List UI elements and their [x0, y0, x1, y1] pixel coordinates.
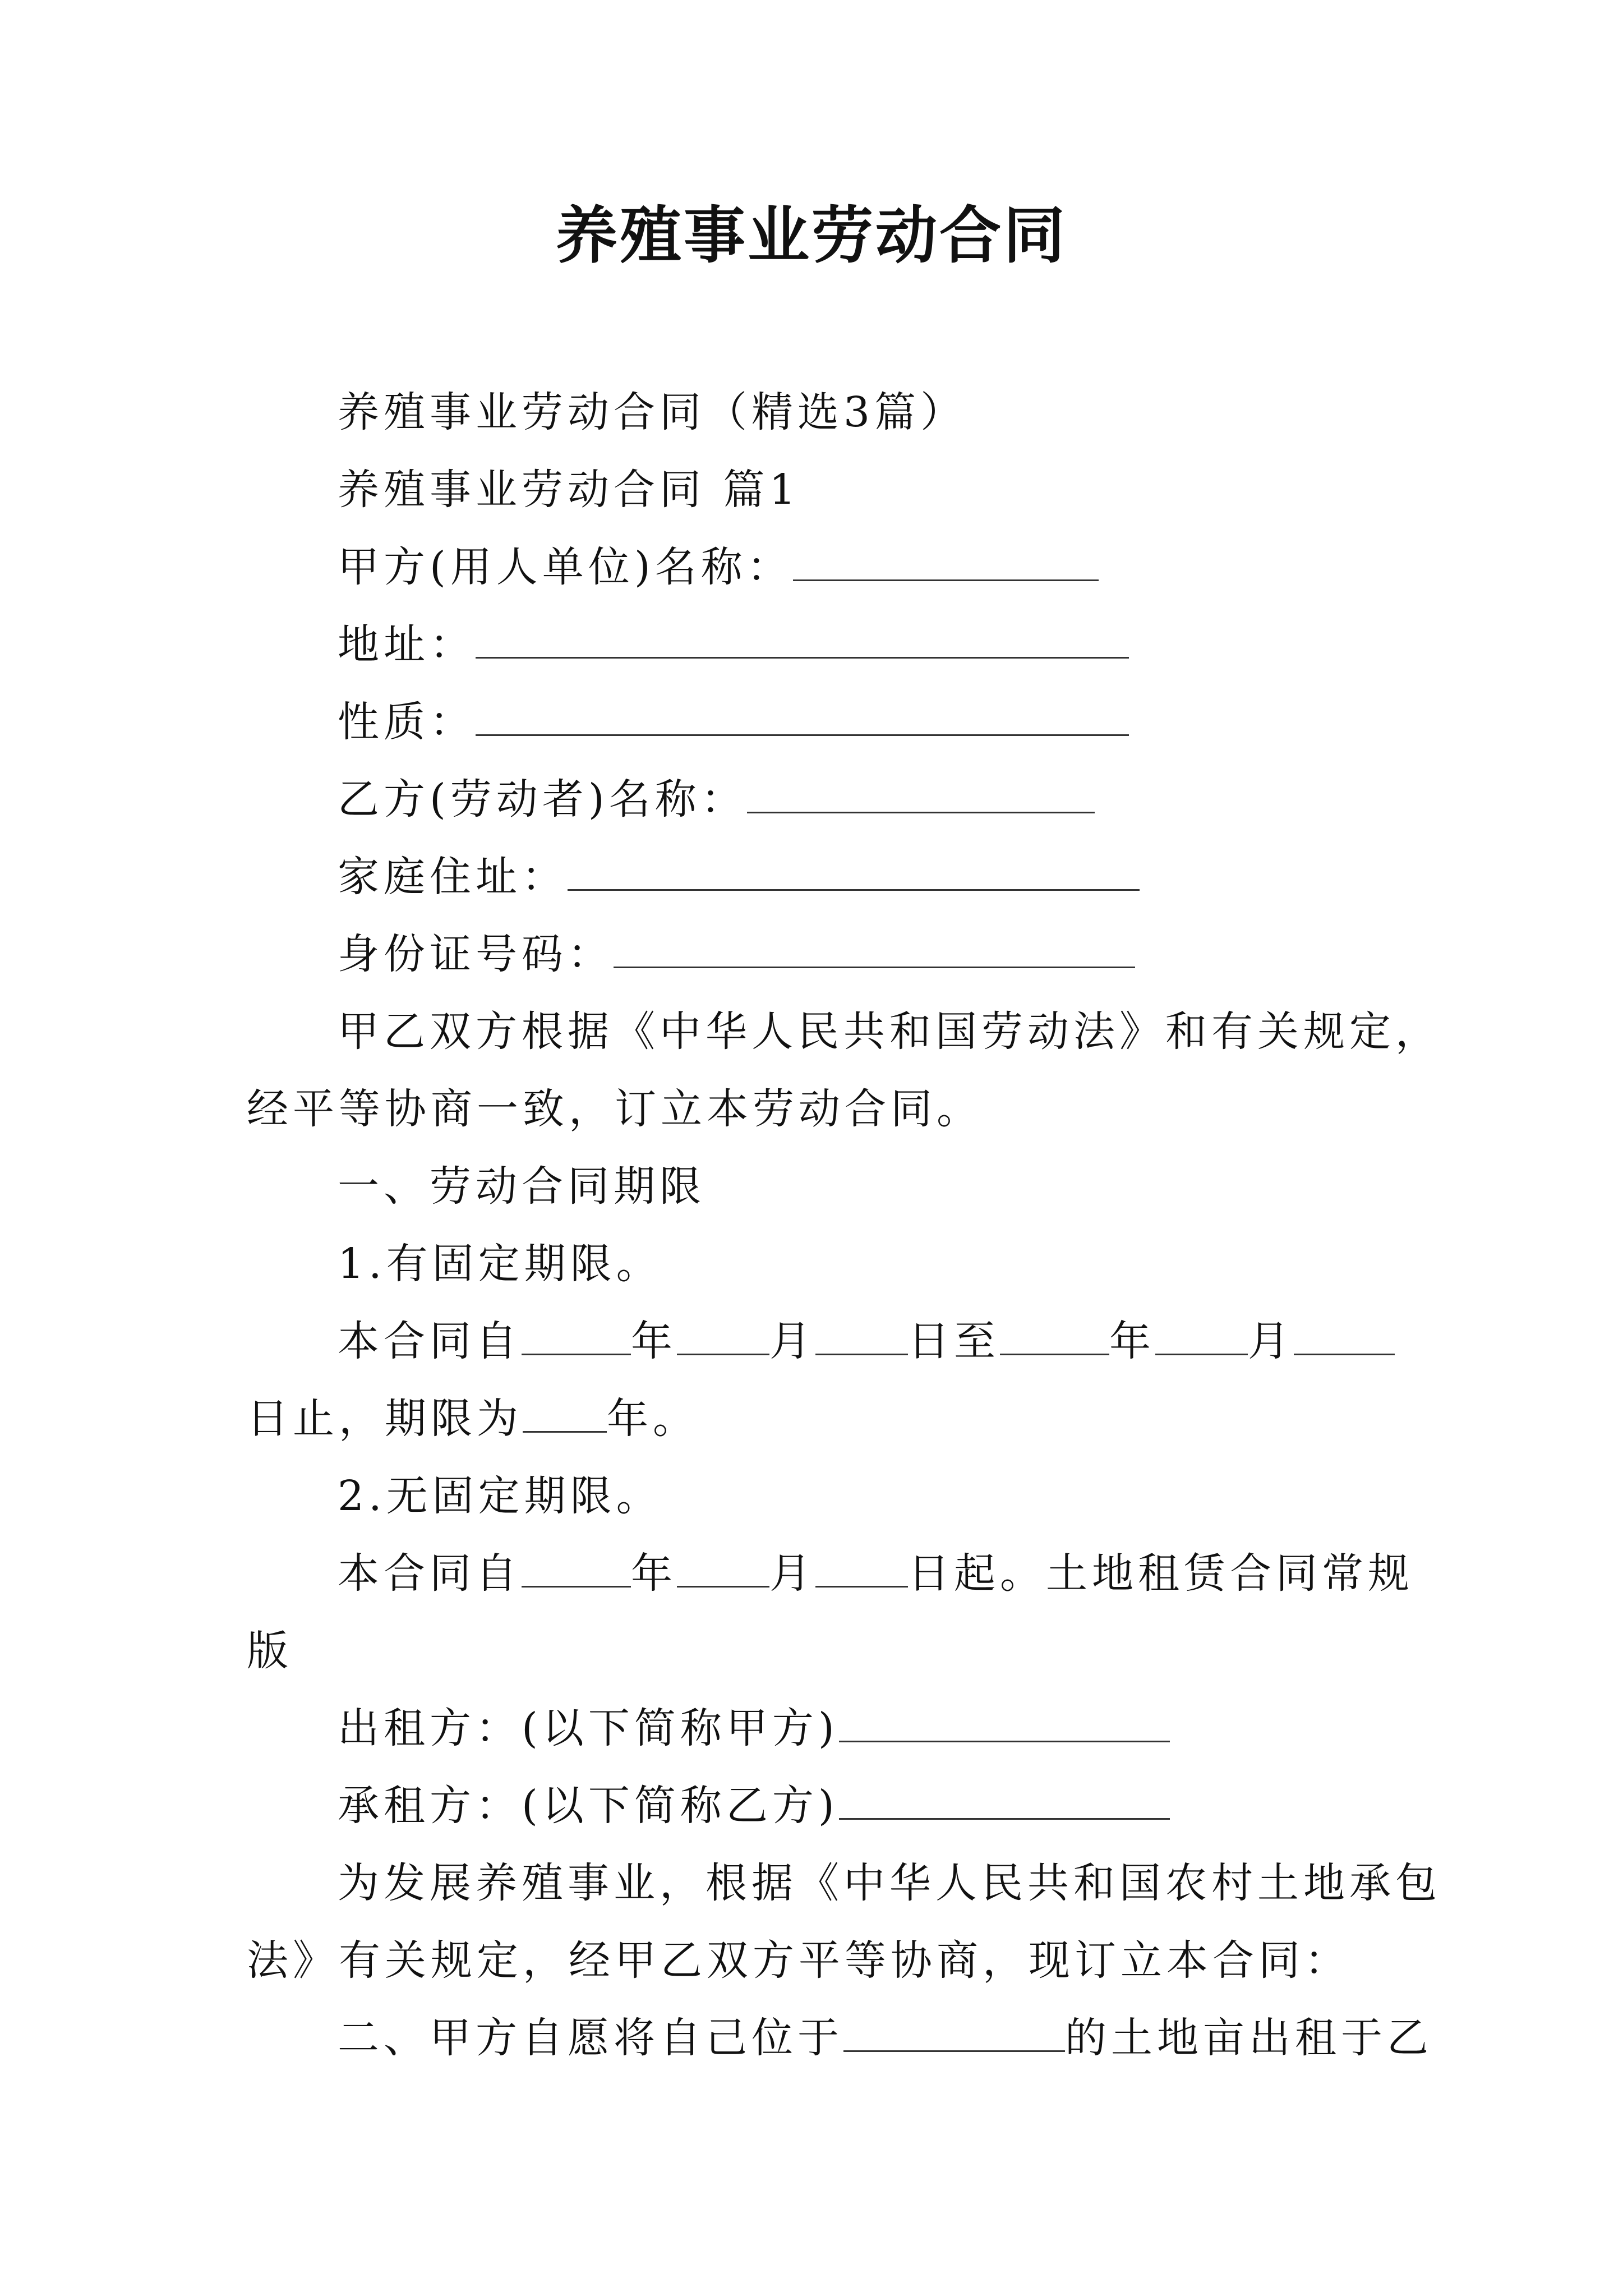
- fixed-month2-label: 月: [1248, 1317, 1294, 1365]
- fixed-day-blank: [815, 1319, 908, 1355]
- open-day-blank: [815, 1551, 908, 1588]
- fixed-term-prefix: 本合同自: [338, 1317, 522, 1365]
- party-a-label: 甲方(用人单位)名称：: [338, 543, 793, 591]
- fixed-term-line2-suffix: 年。: [607, 1395, 699, 1443]
- fixed-year2-label: 年: [1109, 1317, 1155, 1365]
- fixed-month-blank: [677, 1319, 769, 1355]
- party-b-label: 乙方(劳动者)名称：: [338, 775, 747, 823]
- address-label: 地址：: [338, 620, 476, 669]
- id-blank: [614, 932, 1135, 968]
- section2-location-blank: [843, 2016, 1065, 2052]
- fixed-month2-blank: [1155, 1319, 1248, 1355]
- intro-paragraph-line2: 经平等协商一致，订立本劳动合同。: [247, 1085, 983, 1133]
- fixed-month-label: 月: [769, 1317, 815, 1365]
- open-month-blank: [677, 1551, 769, 1588]
- section1-heading: 一、劳动合同期限: [338, 1162, 706, 1211]
- nature-label: 性质：: [338, 698, 476, 746]
- party-a-blank: [793, 545, 1099, 581]
- party-b-line: [338, 774, 1095, 825]
- fixed-period-blank: [523, 1396, 607, 1433]
- open-term-line1: [338, 1548, 1414, 1599]
- open-term-suffix: 日起。土地租赁合同常规: [908, 1549, 1414, 1598]
- lessor-blank: [839, 1706, 1170, 1742]
- part-heading: 养殖事业劳动合同 篇1: [338, 466, 800, 514]
- home-address-line: [338, 852, 1140, 902]
- section2-line: [338, 2013, 1433, 2063]
- id-line: [338, 929, 1135, 979]
- open-term-prefix: 本合同自: [338, 1549, 522, 1598]
- fixed-year-label: 年: [631, 1317, 677, 1365]
- open-term-line2: 版: [247, 1627, 293, 1675]
- home-address-blank: [568, 854, 1140, 891]
- nature-blank: [476, 700, 1129, 736]
- lessor-label: 出租方：(以下简称甲方): [338, 1704, 839, 1752]
- open-year-label: 年: [631, 1549, 677, 1598]
- fixed-term-line2: [247, 1393, 699, 1444]
- party-b-blank: [747, 777, 1095, 813]
- purpose-paragraph-line1: 为发展养殖事业，根据《中华人民共和国农村土地承包: [338, 1859, 1441, 1907]
- lessee-label: 承租方：(以下简称乙方): [338, 1782, 839, 1830]
- id-label: 身份证号码：: [338, 930, 614, 978]
- subtitle: 养殖事业劳动合同（精选3篇）: [338, 388, 967, 436]
- home-address-label: 家庭住址：: [338, 853, 568, 901]
- address-line: [338, 619, 1129, 670]
- intro-paragraph-line1: 甲乙双方根据《中华人民共和国劳动法》和有关规定，: [338, 1007, 1441, 1056]
- fixed-day2-blank: [1294, 1319, 1395, 1355]
- document-title: 养殖事业劳动合同: [556, 199, 1067, 272]
- item1: 1.有固定期限。: [338, 1240, 662, 1288]
- lessee-blank: [839, 1783, 1170, 1820]
- item2: 2.无固定期限。: [338, 1472, 662, 1520]
- party-a-line: [338, 542, 1099, 592]
- section2-prefix: 二、甲方自愿将自己位于: [338, 2014, 843, 2062]
- lessor-line: [338, 1703, 1170, 1754]
- fixed-year-blank: [522, 1319, 631, 1355]
- section2-suffix: 的土地亩出租于乙: [1065, 2014, 1433, 2062]
- purpose-paragraph-line2: 法》有关规定，经甲乙双方平等协商，现订立本合同：: [247, 1936, 1350, 1985]
- nature-line: [338, 697, 1129, 747]
- fixed-term-line1: [338, 1316, 1395, 1366]
- fixed-term-line2-prefix: 日止，期限为: [247, 1395, 523, 1443]
- open-month-label: 月: [769, 1549, 815, 1598]
- fixed-day-to-label: 日至: [908, 1317, 1000, 1365]
- open-year-blank: [522, 1551, 631, 1588]
- lessee-line: [338, 1780, 1170, 1831]
- fixed-year2-blank: [1000, 1319, 1109, 1355]
- address-blank: [476, 622, 1129, 659]
